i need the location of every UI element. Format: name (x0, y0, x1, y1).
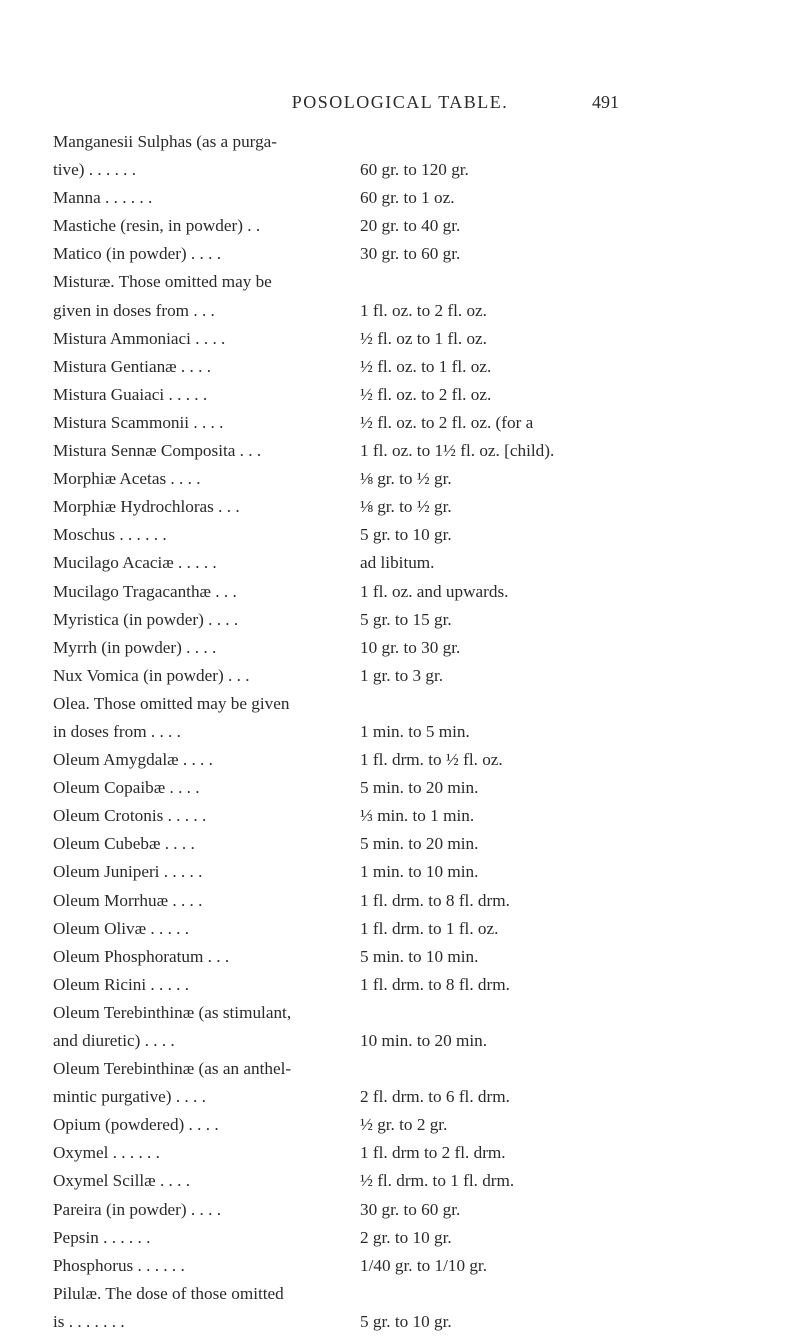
drug-name: Olea. Those omitted may be given (53, 693, 290, 713)
dose-range: 1 min. to 10 min. (360, 862, 479, 882)
table-row (53, 975, 773, 1003)
drug-name: Matico (in powder) . . . . (53, 244, 222, 264)
drug-name: Pilulæ. The dose of those omitted (53, 1283, 284, 1303)
dose-range: 60 gr. to 120 gr. (360, 160, 469, 180)
table-row (53, 1059, 773, 1087)
drug-name: given in doses from . . . (53, 300, 215, 320)
dose-range: ⅛ gr. to ½ gr. (360, 469, 452, 489)
dose-range: 1 fl. oz. to 1½ fl. oz. [child). (360, 441, 555, 461)
drug-name: Mistura Guaiaci . . . . . (53, 384, 208, 404)
dose-range: ½ gr. to 2 gr. (360, 1115, 448, 1135)
dose-range: 1 fl. drm. to ½ fl. oz. (360, 750, 503, 770)
drug-name: Opium (powdered) . . . . (53, 1115, 219, 1135)
drug-name: mintic purgative) . . . . (53, 1087, 206, 1107)
table-row (53, 947, 773, 975)
drug-name: Mistura Ammoniaci . . . . (53, 328, 226, 348)
drug-name: tive) . . . . . . (53, 160, 137, 180)
table-row (53, 1031, 773, 1059)
dose-range: 2 gr. to 10 gr. (360, 1227, 452, 1247)
page-header (0, 88, 800, 118)
dose-range: 10 gr. to 30 gr. (360, 637, 461, 657)
drug-name: Oleum Copaibæ . . . . (53, 778, 200, 798)
dose-range: ½ fl. drm. to 1 fl. drm. (360, 1171, 515, 1191)
table-row (53, 188, 773, 216)
drug-name: Pareira (in powder) . . . . (53, 1199, 221, 1219)
table-row (53, 750, 773, 778)
drug-name: Oxymel . . . . . . (53, 1143, 160, 1163)
table-row (53, 778, 773, 806)
dose-range: 60 gr. to 1 oz. (360, 188, 455, 208)
dose-range: ½ fl. oz. to 1 fl. oz. (360, 356, 492, 376)
table-row (53, 329, 773, 357)
table-row (53, 301, 773, 329)
drug-name: Myrrh (in powder) . . . . (53, 637, 217, 657)
table-row (53, 525, 773, 553)
table-row (53, 694, 773, 722)
dose-range: 1 fl. oz. and upwards. (360, 581, 509, 601)
dose-range: 1/40 gr. to 1/10 gr. (360, 1255, 487, 1275)
table-row (53, 862, 773, 890)
dose-range: 1 fl. drm to 2 fl. drm. (360, 1143, 506, 1163)
drug-name: Oleum Crotonis . . . . . (53, 806, 207, 826)
drug-name: Oleum Cubebæ . . . . (53, 834, 195, 854)
table-row (53, 160, 773, 188)
table-row (53, 216, 773, 244)
drug-name: and diuretic) . . . . (53, 1031, 175, 1050)
table-row (53, 132, 773, 160)
dose-range: 20 gr. to 40 gr. (360, 216, 461, 236)
dose-range: ½ fl. oz to 1 fl. oz. (360, 328, 487, 348)
drug-name: Oleum Olivæ . . . . . (53, 918, 190, 938)
table-row (53, 582, 773, 610)
drug-name: Myristica (in powder) . . . . (53, 609, 239, 629)
drug-name: Pepsin . . . . . . (53, 1227, 151, 1247)
table-row (53, 610, 773, 638)
table-row (53, 497, 773, 525)
dose-range: ⅓ min. to 1 min. (360, 806, 475, 826)
table-row (53, 1312, 773, 1340)
drug-name: Oleum Amygdalæ . . . . (53, 750, 213, 770)
table-row (53, 413, 773, 441)
table-row (53, 469, 773, 497)
table-row (53, 722, 773, 750)
drug-name: Mistura Scammonii . . . . (53, 412, 224, 432)
table-row (53, 891, 773, 919)
running-head: POSOLOGICAL TABLE. (291, 92, 509, 112)
drug-name: Oleum Terebinthinæ (as stimulant, (53, 1002, 292, 1022)
dose-range: 5 gr. to 15 gr. (360, 609, 452, 629)
dose-range: 1 min. to 5 min. (360, 721, 470, 741)
drug-name: in doses from . . . . (53, 721, 181, 741)
table-row (53, 1143, 773, 1171)
table-row (53, 1171, 773, 1199)
drug-name: Manganesii Sulphas (as a purga- (53, 132, 278, 151)
dose-range: 2 fl. drm. to 6 fl. drm. (360, 1087, 510, 1107)
drug-name: Morphiæ Hydrochloras . . . (53, 497, 240, 517)
dose-range: 30 gr. to 60 gr. (360, 1199, 461, 1219)
drug-name: Oleum Juniperi . . . . . (53, 862, 203, 882)
dose-range: 1 fl. drm. to 8 fl. drm. (360, 974, 510, 994)
drug-name: Manna . . . . . . (53, 188, 153, 208)
drug-name: Mucilago Acaciæ . . . . . (53, 553, 217, 573)
table-row (53, 244, 773, 272)
drug-name: Oleum Terebinthinæ (as an anthel- (53, 1059, 292, 1079)
drug-name: Oleum Phosphoratum . . . (53, 946, 230, 966)
dose-range: 10 min. to 20 min. (360, 1031, 488, 1050)
drug-name: Mistura Gentianæ . . . . (53, 356, 212, 376)
drug-name: Moschus . . . . . . (53, 525, 167, 545)
table-row (53, 272, 773, 300)
drug-name: Oleum Ricini . . . . . (53, 974, 190, 994)
table-row (53, 806, 773, 834)
dose-range: 1 fl. oz. to 2 fl. oz. (360, 300, 487, 320)
dose-range: 5 min. to 20 min. (360, 834, 479, 854)
dose-range: 1 gr. to 3 gr. (360, 665, 444, 685)
table-row (53, 834, 773, 862)
dose-range: ad libitum. (360, 553, 435, 573)
drug-name: Mastiche (resin, in powder) . . (53, 216, 261, 236)
table-row (53, 666, 773, 694)
drug-name: Phosphorus . . . . . . (53, 1255, 185, 1275)
dose-range: ⅛ gr. to ½ gr. (360, 497, 452, 517)
dose-range: ½ fl. oz. to 2 fl. oz. (for a (360, 412, 534, 432)
page-number: 491 (592, 92, 619, 112)
dose-range: 5 min. to 20 min. (360, 778, 479, 798)
table-row (53, 553, 773, 581)
table-row (53, 638, 773, 666)
table-row (53, 357, 773, 385)
table-row (53, 1284, 773, 1312)
dose-range: 5 gr. to 10 gr. (360, 1311, 452, 1331)
drug-name: Oxymel Scillæ . . . . (53, 1171, 191, 1191)
drug-name: Oleum Morrhuæ . . . . (53, 890, 203, 910)
dose-range: 5 min. to 10 min. (360, 946, 479, 966)
table-row (53, 1003, 773, 1031)
table-row (53, 1115, 773, 1143)
dose-range: ½ fl. oz. to 2 fl. oz. (360, 384, 492, 404)
posological-table (53, 132, 773, 1340)
drug-name: Mistura Sennæ Composita . . . (53, 441, 262, 461)
dose-range: 30 gr. to 60 gr. (360, 244, 461, 264)
drug-name: Morphiæ Acetas . . . . (53, 469, 201, 489)
table-row (53, 919, 773, 947)
table-row (53, 1256, 773, 1284)
dose-range: 5 gr. to 10 gr. (360, 525, 452, 545)
drug-name: Nux Vomica (in powder) . . . (53, 665, 250, 685)
dose-range: 1 fl. drm. to 8 fl. drm. (360, 890, 510, 910)
dose-range: 1 fl. drm. to 1 fl. oz. (360, 918, 499, 938)
drug-name: Misturæ. Those omitted may be (53, 272, 272, 292)
table-row (53, 441, 773, 469)
drug-name: is . . . . . . . (53, 1311, 125, 1331)
drug-name: Mucilago Tragacanthæ . . . (53, 581, 237, 601)
table-row (53, 1087, 773, 1115)
table-row (53, 385, 773, 413)
table-row (53, 1200, 773, 1228)
